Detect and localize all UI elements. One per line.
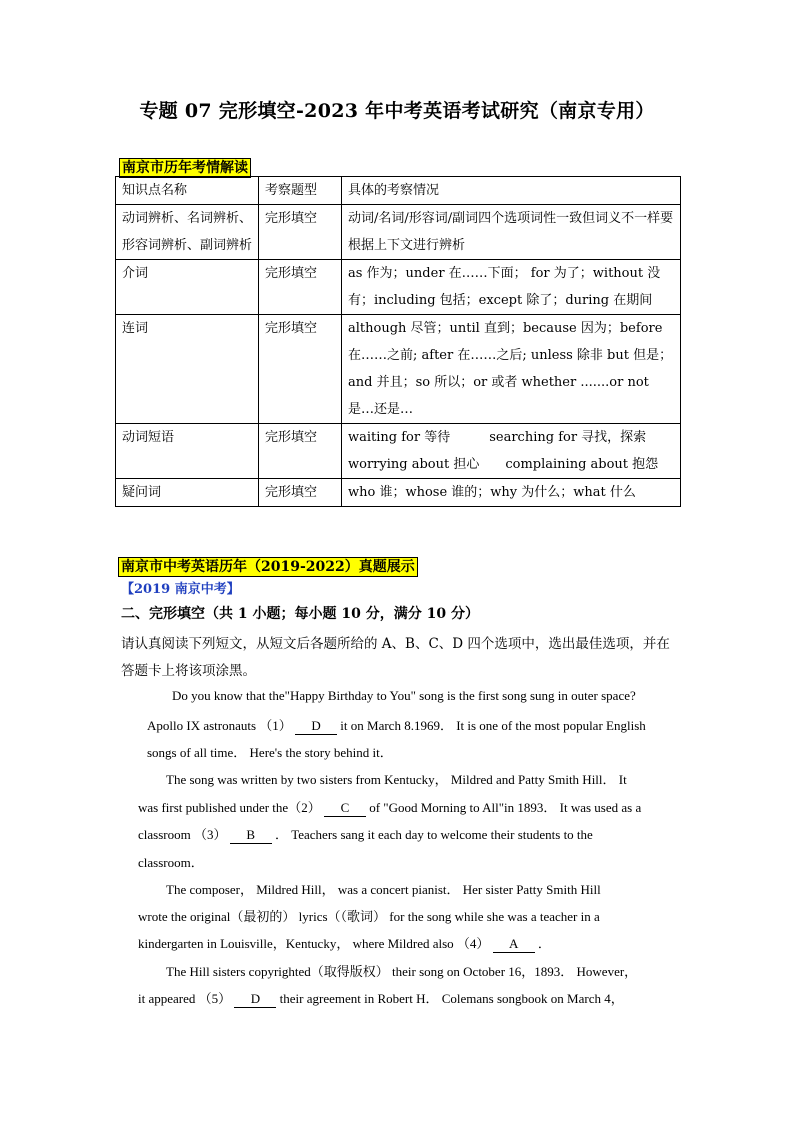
table-row xyxy=(116,260,681,315)
instructions: 请认真阅读下列短文，从短文后各题所给的 A、B、C、D 四个选项中，选出最佳选项，并在答题卡上将该项涂黑。 xyxy=(121,636,670,679)
passage-text: ． xyxy=(537,936,551,951)
section-label-exam-analysis xyxy=(119,157,251,177)
passage-text: was first published under the（2） xyxy=(138,800,321,815)
row-topic: 介词 xyxy=(116,260,259,315)
passage-line: Do you know that the"Happy Birthday to You" song is the first song sung in outer space? xyxy=(172,688,636,703)
passage-line: wrote the original（最初的） lyrics（（歌词） for the song while she was a teacher in a xyxy=(138,909,600,924)
row-topic: 疑问词 xyxy=(116,479,259,507)
passage-text: their agreement in Robert H． Colemans songbook on March 4， xyxy=(279,991,624,1006)
page-title: 专题 07 完形填空-2023 年中考英语考试研究（南京专用） xyxy=(139,100,655,122)
passage-text: classroom （3） xyxy=(138,827,227,842)
table-header-row xyxy=(116,177,681,205)
row-type: 完形填空 xyxy=(259,260,342,315)
row-type: 完形填空 xyxy=(259,205,342,260)
row-detail: as 作为；under 在……下面； for 为了；without 没有；including 包括；except 除了；during 在期间 xyxy=(342,260,681,315)
passage-text: kindergarten in Louisville，Kentucky， where Mildred also （4） xyxy=(138,936,490,951)
table-row xyxy=(116,479,681,507)
passage-line xyxy=(138,988,624,1008)
highlight-label: 南京市历年考情解读 xyxy=(119,158,251,178)
row-topic: 动词短语 xyxy=(116,424,259,479)
passage-text: it appeared （5） xyxy=(138,991,232,1006)
section-label-past-exams xyxy=(118,556,418,576)
passage-line xyxy=(138,797,641,817)
row-detail: who 谁；whose 谁的；why 为什么；what 什么 xyxy=(342,479,681,507)
passage-line xyxy=(138,824,593,844)
table-row xyxy=(116,315,681,424)
row-detail: although 尽管；until 直到；because 因为；before 在……之前; after 在……之后; unless 除非 but 但是；and 并且；so 所以；or 或者 whether .......or not 是…还是… xyxy=(342,315,681,424)
passage-text: of "Good Morning to All"in 1893． It was used as a xyxy=(369,800,642,815)
passage-line: The song was written by two sisters from Kentucky， Mildred and Patty Smith Hill． It xyxy=(166,772,627,787)
passage-text: it on March 8.1969． It is one of the most popular English xyxy=(340,718,646,733)
passage-text: ． Teachers sang it each day to welcome their students to the xyxy=(274,827,593,842)
header-topic: 知识点名称 xyxy=(116,177,259,205)
row-detail: 动词/名词/形容词/副词四个选项词性一致但词义不一样要根据上下文进行辨析 xyxy=(342,205,681,260)
table-row xyxy=(116,424,681,479)
passage-text: Apollo IX astronauts （1） xyxy=(147,718,292,733)
header-detail: 具体的考察情况 xyxy=(342,177,681,205)
passage-line: The composer， Mildred Hill， was a concert pianist． Her sister Patty Smith Hill xyxy=(166,882,601,897)
answer-blank-4: A xyxy=(493,936,535,953)
passage-line: songs of all time． Here's the story behind it． xyxy=(147,745,393,760)
passage-line xyxy=(147,715,646,735)
answer-blank-2: C xyxy=(324,800,366,817)
highlight-label: 南京市中考英语历年（2019-2022）真题展示 xyxy=(118,557,418,577)
answer-blank-1: D xyxy=(295,718,337,735)
header-type: 考察题型 xyxy=(259,177,342,205)
passage-line xyxy=(138,933,551,953)
exam-year-label: 【2019 南京中考】 xyxy=(121,582,240,597)
row-type: 完形填空 xyxy=(259,315,342,424)
question-heading: 二、完形填空（共 1 小题；每小题 10 分，满分 10 分） xyxy=(121,606,479,622)
row-topic: 动词辨析、名词辨析、形容词辨析、副词辨析 xyxy=(116,205,259,260)
row-detail: waiting for 等待 searching for 寻找，探索 worrying about 担心 complaining about 抱怨 xyxy=(342,424,681,479)
row-type: 完形填空 xyxy=(259,424,342,479)
answer-blank-5: D xyxy=(234,991,276,1008)
answer-blank-3: B xyxy=(230,827,272,844)
passage-line: The Hill sisters copyrighted（取得版权） their song on October 16，1893． However， xyxy=(166,964,638,979)
knowledge-table xyxy=(115,176,681,507)
row-type: 完形填空 xyxy=(259,479,342,507)
row-topic: 连词 xyxy=(116,315,259,424)
table-row xyxy=(116,205,681,260)
passage-line: classroom． xyxy=(138,855,204,870)
